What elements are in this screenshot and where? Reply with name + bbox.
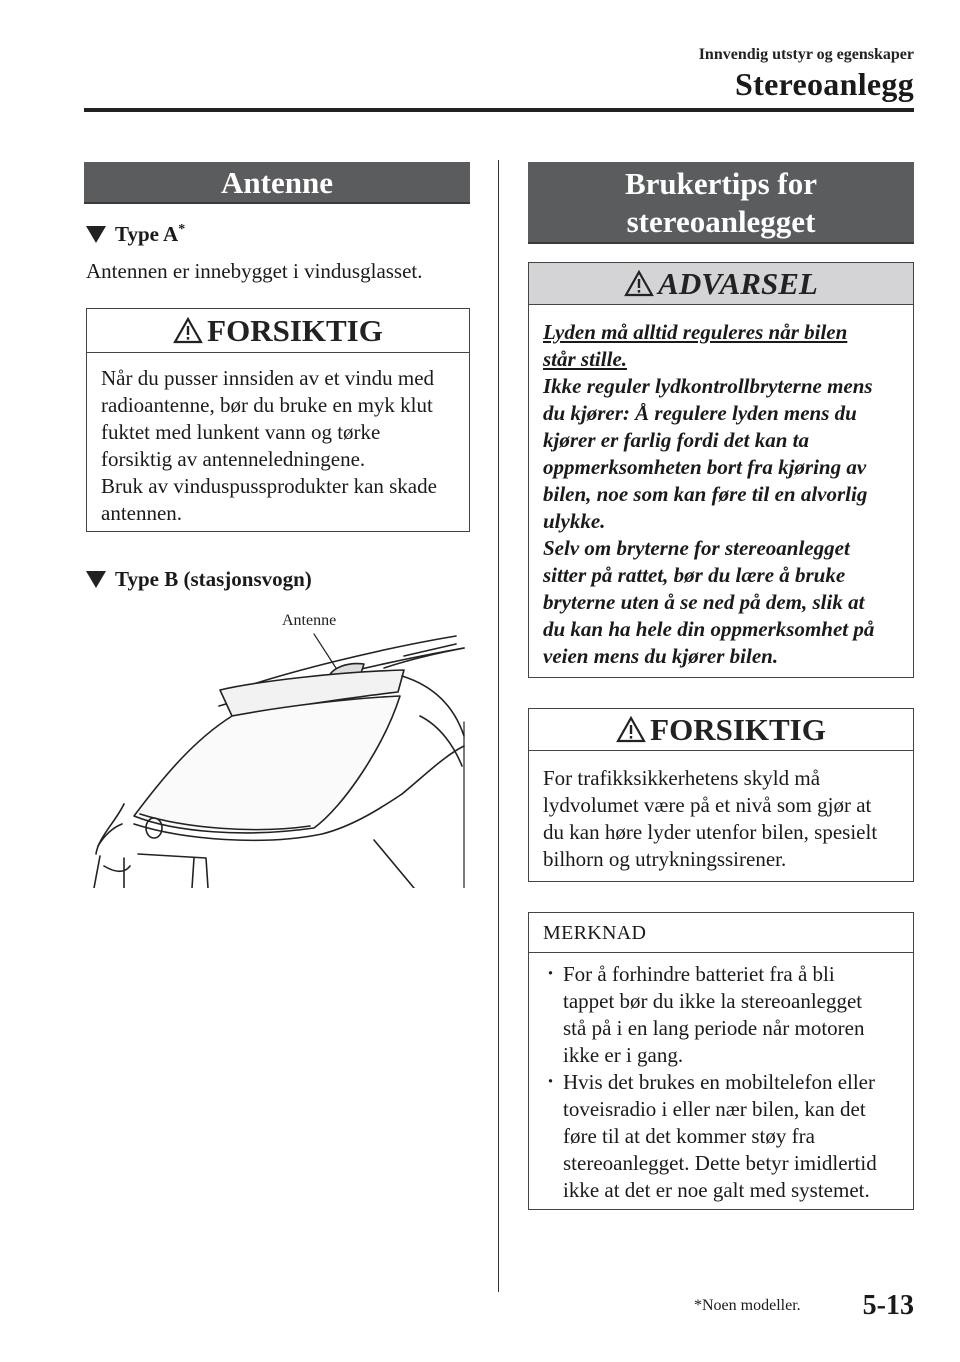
caution-heading: FORSIKTIG	[650, 711, 826, 747]
caution-line: fuktet med lunkent vann og tørke	[101, 420, 381, 444]
caution-line: lydvolumet være på et nivå som gjør at	[543, 793, 872, 817]
warning-triangle-icon	[616, 716, 646, 743]
warning-header	[529, 263, 913, 305]
caution-line: antennen.	[101, 501, 183, 525]
caution-box-volume	[528, 708, 914, 882]
warning-line: Selv om bryterne for stereoanlegget	[543, 536, 850, 560]
warning-line: ulykke.	[543, 509, 606, 533]
note-line: føre til at det kommer støy fra	[563, 1124, 815, 1148]
triangle-bullet-icon	[86, 571, 106, 588]
caution-line: radioantenne, bør du bruke en myk klut	[101, 393, 433, 417]
caution-body	[529, 751, 913, 883]
note-line: stereoanlegget. Dette betyr imidlertid	[563, 1151, 877, 1175]
warning-line: kjører er farlig fordi det kan ta	[543, 428, 809, 452]
warning-line: Ikke reguler lydkontrollbryterne mens	[543, 374, 873, 398]
section-title-antenne: Antenne	[84, 162, 470, 204]
note-heading: MERKNAD	[529, 913, 913, 953]
warning-triangle-icon	[624, 270, 654, 297]
type-a-label: Type A	[115, 222, 179, 246]
note-line: toveisradio i eller nær bilen, kan det	[563, 1097, 866, 1121]
note-box	[528, 912, 914, 1210]
note-line: ikke at det er noe galt med systemet.	[563, 1178, 870, 1202]
page-number: 5-13	[862, 1290, 914, 1321]
warning-line: du kjører: Å regulere lyden mens du	[543, 401, 857, 425]
warning-line: veien mens du kjører bilen.	[543, 644, 779, 668]
asterisk: *	[178, 222, 186, 237]
warning-heading: ADVARSEL	[658, 265, 818, 301]
note-item	[543, 1069, 899, 1204]
note-line: · Hvis det brukes en mobiltelefon eller	[563, 1070, 875, 1094]
subheading-type-a	[86, 222, 185, 247]
caution-line: bilhorn og utrykningssirener.	[543, 847, 787, 871]
subheading-type-b	[86, 567, 312, 592]
warning-box	[528, 262, 914, 678]
car-rear-illustration	[84, 606, 474, 888]
warning-line: oppmerksomheten bort fra kjøring av	[543, 455, 867, 479]
warning-line: sitter på rattet, bør du lære å bruke	[543, 563, 846, 587]
caution-header	[87, 309, 469, 353]
caution-heading: FORSIKTIG	[207, 312, 383, 348]
warning-underlined-line: står stille.	[543, 347, 628, 371]
note-item	[543, 961, 899, 1069]
caution-header	[529, 709, 913, 751]
section-title-line1: Brukertips for	[624, 166, 817, 201]
caution-box-antenne	[86, 308, 470, 532]
warning-triangle-icon	[173, 317, 203, 344]
type-b-label: Type B (stasjonsvogn)	[115, 567, 312, 591]
chapter-subtitle: Innvendig utstyr og egenskaper	[698, 46, 914, 63]
caution-line: For trafikksikkerhetens skyld må	[543, 766, 821, 790]
section-title-line2: stereoanlegget	[626, 204, 816, 239]
illustration-label-antenne: Antenne	[282, 612, 337, 629]
column-divider	[498, 160, 499, 1292]
warning-line: du kan ha hele din oppmerksomhet på	[543, 617, 875, 641]
caution-line: Når du pusser innsiden av et vindu med	[101, 366, 435, 390]
warning-underlined-line: Lyden må alltid reguleres når bilen	[543, 320, 848, 344]
triangle-bullet-icon	[86, 226, 106, 243]
caution-body	[87, 353, 469, 537]
footnote: *Noen modeller.	[694, 1297, 801, 1314]
section-title-brukertips	[528, 162, 914, 244]
caution-line: Bruk av vinduspussprodukter kan skade	[101, 474, 437, 498]
note-line: stå på i en lang periode når motoren	[563, 1016, 865, 1040]
chapter-title: Stereoanlegg	[735, 66, 914, 102]
note-line: · For å forhindre batteriet fra å bli	[563, 962, 835, 986]
warning-line: bilen, noe som kan føre til en alvorlig	[543, 482, 868, 506]
note-line: ikke er i gang.	[563, 1043, 684, 1067]
warning-body	[529, 305, 913, 680]
caution-line: forsiktig av antenneledningene.	[101, 447, 366, 471]
caution-line: du kan høre lyder utenfor bilen, spesielt	[543, 820, 878, 844]
note-line: tappet bør du ikke la stereoanlegget	[563, 989, 863, 1013]
note-list	[529, 953, 913, 1214]
warning-line: bryterne uten å se ned på dem, slik at	[543, 590, 865, 614]
header-divider	[84, 108, 914, 112]
type-a-text: Antennen er innebygget i vindusglasset.	[86, 259, 423, 283]
